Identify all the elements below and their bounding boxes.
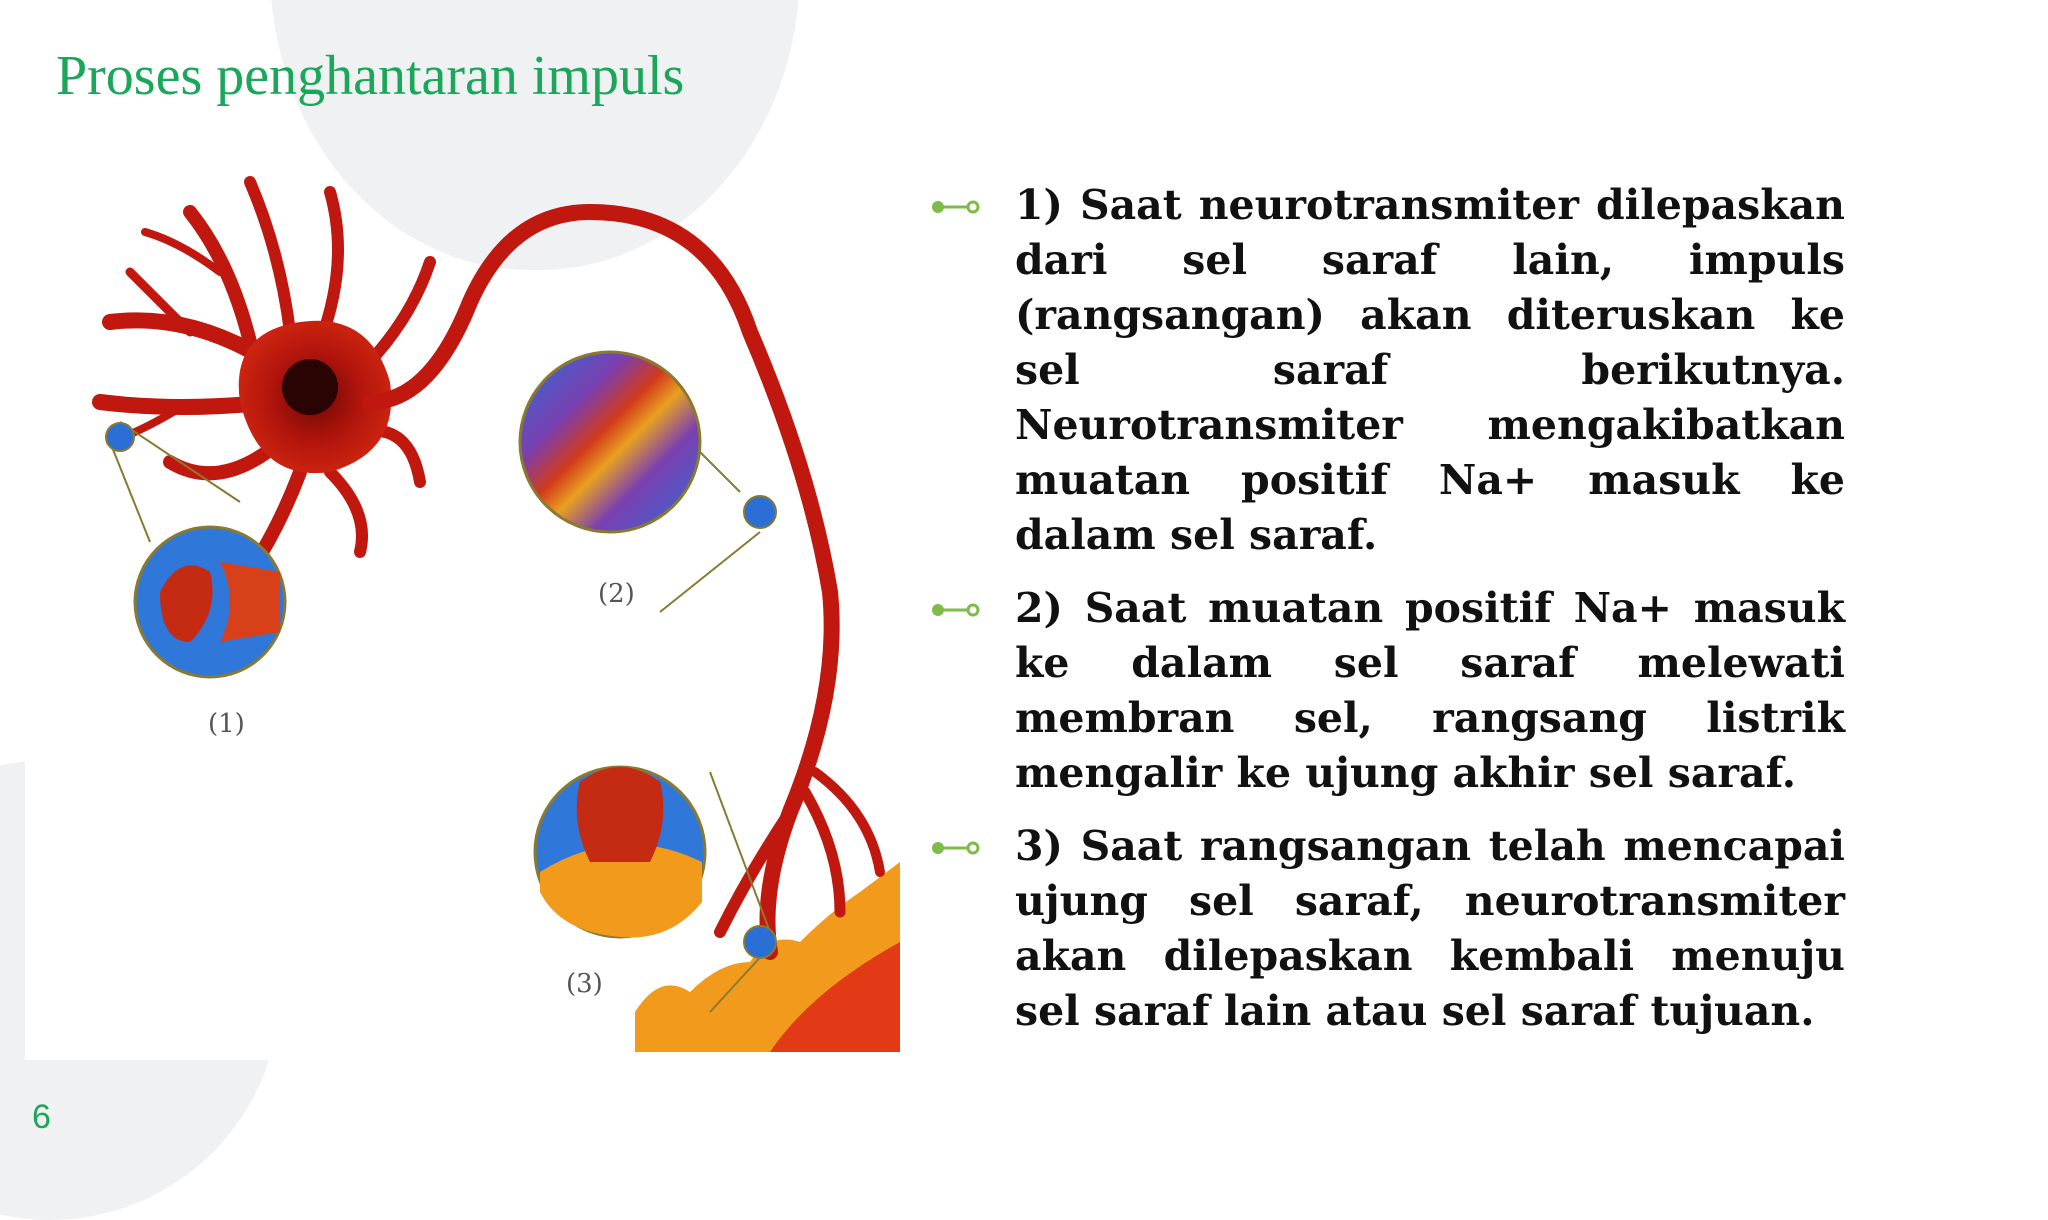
list-item-text: 2) Saat muatan positif Na+ masuk ke dalam sel saraf melewati membran sel, rangsang listrik mengalir ke ujung akhir sel saraf. — [1015, 584, 1845, 797]
neuron-illustration — [70, 172, 900, 1062]
bullet-connector-icon — [931, 603, 981, 617]
explanation-list — [925, 178, 1845, 1057]
zoom-circle-2 — [520, 352, 700, 532]
list-item-2 — [925, 581, 1845, 801]
page-number: 6 — [32, 1098, 51, 1136]
list-item-3 — [925, 819, 1845, 1039]
figure-label-2: (2) — [598, 579, 635, 609]
list-item-text: 1) Saat neurotransmiter dilepaskan dari sel saraf lain, impuls (rangsangan) akan diteruskan ke sel saraf berikutnya. Neurotransmiter mengakibatkan muatan positif Na+ masuk ke dalam sel saraf. — [1015, 181, 1845, 559]
figure-label-3: (3) — [566, 969, 603, 999]
figure-label-1: (1) — [208, 709, 245, 739]
list-item-text: 3) Saat rangsangan telah mencapai ujung sel saraf, neurotransmiter akan dilepaskan kembali menuju sel saraf lain atau sel saraf tujuan. — [1015, 822, 1845, 1035]
zoom-circle-1 — [135, 527, 285, 677]
slide-title: Proses penghantaran impuls — [56, 45, 685, 107]
bullet-connector-icon — [931, 200, 981, 214]
zoom-circle-3 — [535, 767, 705, 938]
bullet-connector-icon — [931, 841, 981, 855]
list-item-1 — [925, 178, 1845, 563]
